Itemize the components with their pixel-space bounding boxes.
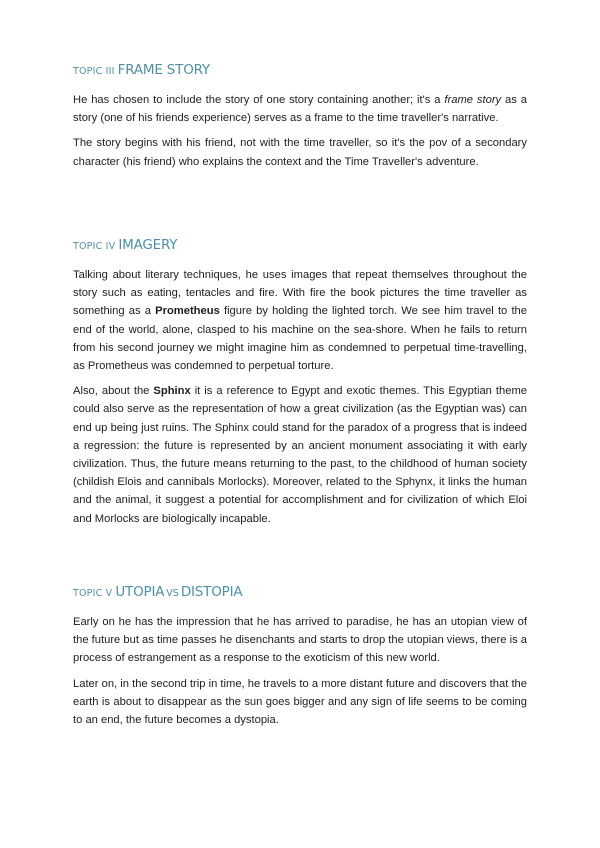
topic-title-vs: VS [166, 588, 179, 599]
bold-run: Prometheus [155, 305, 220, 318]
paragraph [73, 134, 527, 170]
text-run: He has chosen to include the story of one story containing another; it's a [73, 94, 445, 106]
topic-title-b: DISTOPIA [180, 584, 243, 600]
paragraph [73, 613, 527, 668]
topic-label: TOPIC V [73, 588, 113, 599]
topic-title: IMAGERY [118, 237, 178, 253]
topic-label: TOPIC IV [73, 241, 116, 252]
paragraph [73, 91, 527, 127]
bold-run: Sphinx [153, 385, 191, 398]
topic-title-a: UTOPIA [115, 584, 165, 600]
text-run: Talking about literary techniques, he uses images that repeat themselves throughout the story such as eating, tentacles and fire. With fire the book pictures the time traveller as something as a [73, 269, 527, 318]
section-frame-story [73, 58, 527, 171]
paragraph [73, 675, 527, 730]
text-run: The story begins with his friend, not with the time traveller, so it's the pov of a secondary character (his friend) who explains the context and the Time Traveller's adventure. [73, 137, 527, 168]
section-heading [73, 580, 527, 602]
text-run: as a story (one of his friends experience) serves as a frame to the time traveller's narrative. [73, 94, 527, 125]
section-utopia-distopia [73, 580, 527, 729]
text-run: it is a reference to Egypt and exotic themes. This Egyptian theme could also serve as the representation of how a great civilization (as the Egyptian was) can end up being just ruins. The Sphinx could stand for the paradox of a progress that is indeed a regression: the future is represented by an ancient monument associating it with early civilization. Thus, the future means returning to the past, to the childhood of human society (childish Elois and cannibals Morlocks). Moreover, related to the Sphynx, it links the human and the animal, it suggest a potential for accomplishment and for civilization of which Eloi and Morlocks are biologically incapable. [73, 385, 527, 525]
section-heading [73, 58, 527, 80]
paragraph [73, 382, 527, 528]
topic-title: FRAME STORY [117, 62, 210, 78]
paragraph [73, 266, 527, 375]
italic-run: frame story [444, 94, 502, 106]
text-run: Also, about the [73, 385, 154, 398]
text-run: Later on, in the second trip in time, he travels to a more distant future and discovers that the earth is about to disappear as the sun goes bigger and any sign of life seems to be coming to an end, the future becomes a dystopia. [73, 677, 527, 727]
section-imagery [73, 233, 527, 528]
topic-label: TOPIC III [73, 66, 115, 77]
text-run: figure by holding the lighted torch. We see him travel to the end of the world, alone, clasped to his machine on the sea-shore. When he fails to return from his second journey we might imagine him as condemned to perpetual time-travelling, as Prometheus was condemned to perpetual torture. [73, 305, 527, 373]
section-heading [73, 233, 527, 255]
text-run: Early on he has the impression that he has arrived to paradise, he has an utopian view of the future but as time passes he disenchants and starts to drop the utopian views, there is a process of estrangement as a response to the exoticism of this new world. [73, 616, 527, 665]
